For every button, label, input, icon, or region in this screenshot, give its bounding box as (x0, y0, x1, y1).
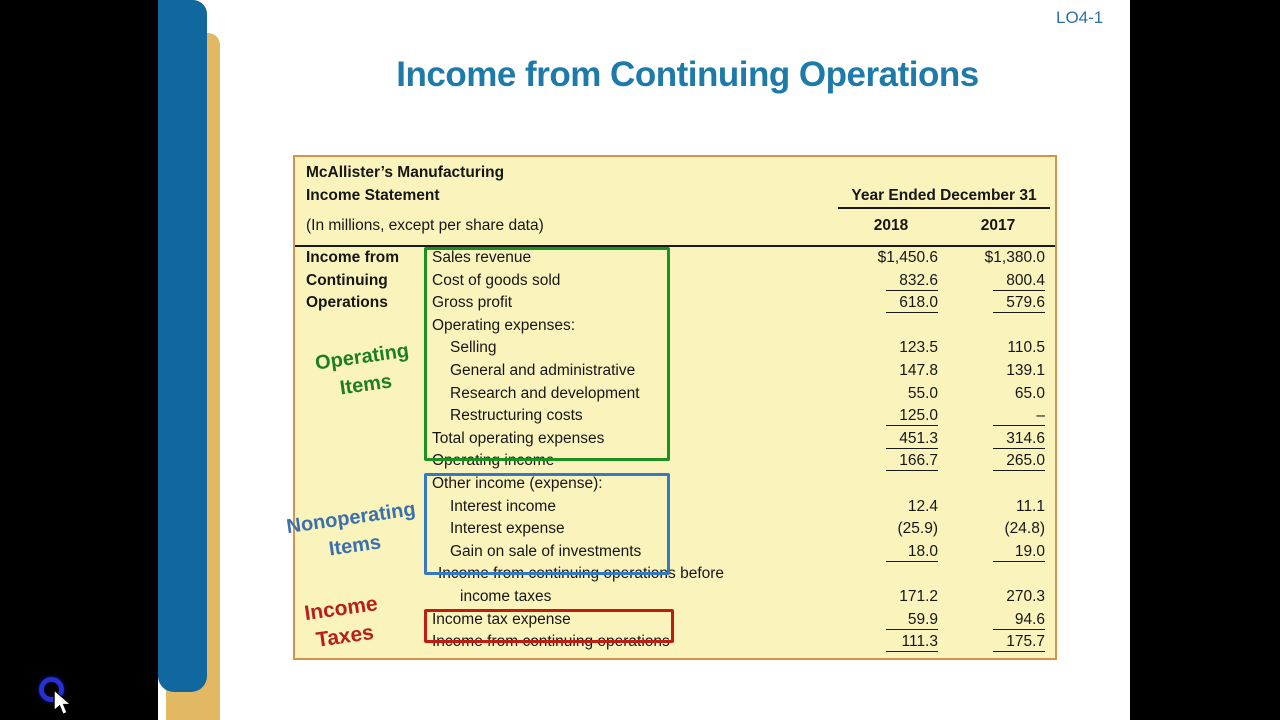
amount-2018: 451.3 (886, 428, 938, 451)
line-item-label: Cost of goods sold (432, 271, 561, 289)
income-taxes-label: Income Taxes (302, 592, 379, 652)
amount-2017: 314.6 (993, 428, 1045, 451)
line-item-label: Other income (expense): (432, 474, 603, 492)
income-statement-table (285, 155, 1057, 660)
statement-row (295, 383, 1055, 406)
amount-2018: 147.8 (899, 361, 938, 379)
company-name: McAllister’s Manufacturing (306, 164, 505, 181)
amount-2017: 65.0 (1014, 384, 1045, 402)
mouse-pointer-icon (53, 690, 73, 716)
section-label: Operations (306, 294, 388, 312)
statement-rows (295, 247, 1055, 654)
amount-2018: (25.9) (897, 520, 938, 538)
line-item-label: General and administrative (450, 361, 636, 379)
line-item-label: Research and development (450, 384, 640, 402)
statement-row (295, 405, 1055, 428)
column-header-2018: 2018 (873, 217, 909, 234)
amount-2017: 579.6 (993, 292, 1045, 315)
line-item-label: Income tax expense (432, 610, 571, 628)
page-title: Income from Continuing Operations (396, 55, 979, 94)
line-item-label: Operating expenses: (432, 316, 576, 334)
statement-row (295, 450, 1055, 473)
line-item-label: Income from continuing operations (432, 633, 670, 651)
statement-row (295, 518, 1055, 541)
amount-2018: 832.6 (886, 270, 938, 293)
statement-row (295, 473, 1055, 496)
line-item-label: Restructuring costs (450, 407, 583, 425)
statement-title: Income Statement (306, 187, 440, 204)
amount-2017: 11.1 (1015, 497, 1045, 515)
statement-row (295, 631, 1055, 654)
statement-header (295, 157, 1055, 247)
amount-2018: 171.2 (899, 587, 938, 605)
amount-2017: 175.7 (993, 631, 1045, 654)
amount-2018: 618.0 (886, 292, 938, 315)
statement-row (295, 292, 1055, 315)
line-item-label: Interest income (450, 497, 556, 515)
line-item-label: income taxes (460, 587, 552, 605)
amount-2017: 94.6 (993, 609, 1045, 632)
slide (158, 0, 1130, 720)
blue-accent-bar (158, 0, 207, 692)
statement-row (295, 609, 1055, 632)
line-item-label: Gain on sale of investments (450, 542, 642, 560)
amount-2017: 265.0 (993, 450, 1045, 473)
line-item-label: Selling (450, 339, 497, 357)
section-label: Income from (306, 249, 400, 266)
line-item-label: Gross profit (432, 294, 513, 312)
line-item-label: Total operating expenses (432, 429, 605, 447)
line-item-label: Interest expense (450, 520, 565, 538)
amount-2018: 12.4 (907, 497, 938, 515)
amount-2018: $1,450.6 (877, 249, 938, 266)
line-item-label: Income from continuing operations before (438, 565, 725, 583)
amount-2017: 110.5 (1007, 339, 1045, 357)
amount-2018: 125.0 (886, 405, 938, 428)
units-note: (In millions, except per share data) (306, 217, 544, 234)
amount-2017: – (993, 405, 1045, 428)
amount-2018: 166.7 (886, 450, 938, 473)
amount-2017: 800.4 (993, 270, 1045, 293)
amount-2017: (24.8) (1004, 520, 1045, 538)
amount-2018: 123.5 (899, 339, 938, 357)
statement-row (295, 270, 1055, 293)
amount-2017: 19.0 (993, 541, 1045, 564)
statement-row (295, 360, 1055, 383)
line-item-label: Sales revenue (432, 249, 532, 266)
statement-row (295, 247, 1055, 270)
amount-2017: $1,380.0 (984, 249, 1045, 266)
column-header-2017: 2017 (980, 217, 1016, 234)
operating-items-label: Operating Items (313, 339, 411, 400)
statement-row (295, 315, 1055, 338)
lo-badge: LO4-1 (1056, 8, 1104, 27)
amount-2017: 270.3 (1006, 587, 1045, 605)
amount-2018: 111.3 (886, 631, 938, 654)
statement-row (295, 563, 1055, 586)
amount-2018: 55.0 (907, 384, 938, 402)
amount-2018: 59.9 (886, 609, 938, 632)
amount-2017: 139.1 (1006, 361, 1045, 379)
amount-2018: 18.0 (886, 541, 938, 564)
statement-row (295, 586, 1055, 609)
statement-row (295, 541, 1055, 564)
statement-row (295, 496, 1055, 519)
nonoperating-items-label: Nonoperating Items (285, 498, 417, 561)
statement-row (295, 428, 1055, 451)
period-header: Year Ended December 31 (838, 187, 1050, 209)
line-item-label: Operating income (432, 452, 555, 470)
statement-row (295, 337, 1055, 360)
section-label: Continuing (306, 271, 388, 289)
